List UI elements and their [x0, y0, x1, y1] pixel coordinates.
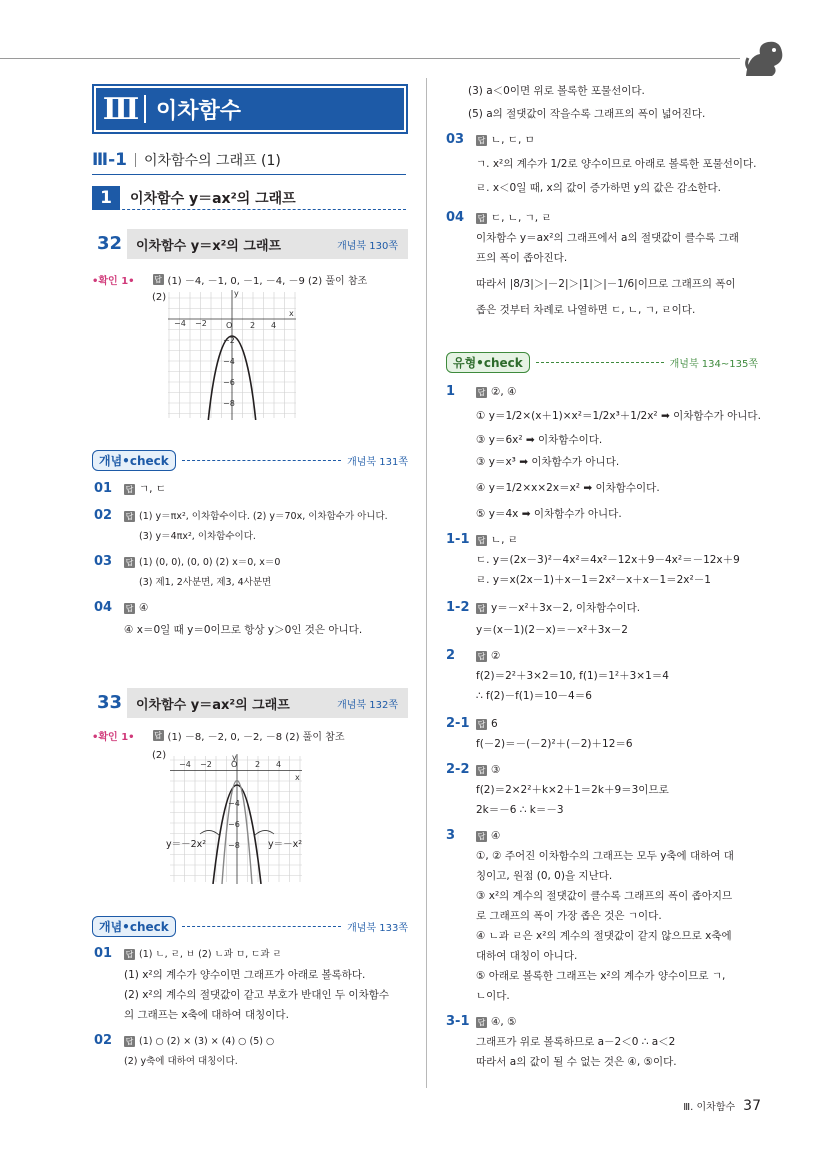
graph-label: (2) — [152, 750, 167, 761]
svg-text:O: O — [226, 321, 233, 330]
question-04: 04 답 ㄷ, ㄴ, ㄱ, ㄹ 이차함수 y＝ax²의 그래프에서 a의 절댓값이 클수록 그래 프의 폭이 좁아진다. 따라서 |8/3|＞|－2|＞|1|＞|－1/6|이므로 그래프의 폭이 좁은 것부터 차례로 나열하면 ㄷ, ㄴ, ㄱ, ㄹ이다. — [446, 210, 739, 316]
svg-text:−4: −4 — [179, 760, 191, 769]
svg-text:O: O — [231, 760, 238, 769]
chapter-title: 이차함수 — [156, 98, 242, 124]
svg-text:−8: −8 — [223, 399, 235, 408]
footer-chapter: Ⅲ. 이차함수 — [683, 1102, 736, 1113]
svg-text:−8: −8 — [228, 841, 240, 850]
type-item-1: 1 답 ②, ④ ① y＝1/2×(x＋1)×x²＝1/2x³＋1/2x² ➡ 이차함수가 아니다. ③ y＝6x² ➡ 이차함수이다. ③ y＝x³ ➡ 이차함수가 아니다. ④ y＝1/2×x×2x＝x² ➡ 이차함수이다. ⑤ y＝4x ➡ 이차함수가 아니다. — [446, 384, 761, 520]
type-item-2-1: 2-1 답 6 f(－2)＝－(－2)²＋(－2)＋12＝6 — [446, 716, 633, 750]
section-rule — [92, 174, 406, 175]
svg-text:−2: −2 — [195, 319, 207, 328]
concept2-item-02: 02 답 (1) ○ (2) × (3) × (4) ○ (5) ○ (2) y축에 대하여 대칭이다. — [94, 1033, 275, 1067]
concept1-item-04: 04 답 ④ ④ x＝0일 때 y＝0이므로 항상 y＞0인 것은 아니다. — [94, 600, 363, 636]
type-item-2-2: 2-2 답 ③ f(2)＝2×2²＋k×2＋1＝2k＋9＝3이므로 2k＝－6 ∴ k＝－3 — [446, 762, 669, 816]
concept-check-ref: 개념북 131쪽 — [347, 457, 408, 468]
answer-badge: 답 — [154, 731, 162, 740]
confirm-label: •확인 1• — [92, 276, 135, 287]
svg-text:−6: −6 — [223, 378, 235, 387]
unit-ref: 개념북 130쪽 — [337, 240, 398, 252]
concept2-item-01: 01 답 (1) ㄴ, ㄹ, ㅂ (2) ㄴ과 ㅁ, ㄷ과 ㄹ (1) x²의 계수가 양수이면 그래프가 아래로 볼록하다. (2) x²의 계수의 절댓값이 같고 부호가 반대인 두 이차함수 의 그래프는 x축에 대하여 대칭이다. — [94, 946, 389, 1021]
parabola-graph-1 — [168, 290, 300, 420]
unit-33-header — [92, 688, 408, 718]
curve-label-left: y＝－2x² — [166, 839, 207, 850]
subsection-title: 이차함수 y＝ax²의 그래프 — [130, 191, 296, 207]
right-top-notes: (3) a＜0이면 위로 볼록한 포물선이다. (5) a의 절댓값이 작을수록 그래프의 폭이 넓어진다. — [468, 85, 706, 120]
column-divider — [426, 78, 427, 1088]
svg-text:−4: −4 — [223, 357, 235, 366]
unit-title: 이차함수 y＝x²의 그래프 — [136, 238, 282, 254]
confirm-label: •확인 1• — [92, 732, 135, 743]
type-item-2: 2 답 ② f(2)＝2²＋3×2＝10, f(1)＝1²＋3×1＝4 ∴ f(2)－f(1)＝10－4＝6 — [446, 648, 669, 702]
svg-text:x: x — [295, 773, 300, 782]
unit-title: 이차함수 y＝ax²의 그래프 — [136, 697, 290, 713]
svg-text:y: y — [234, 290, 239, 298]
unit-number: 33 — [92, 688, 128, 718]
section-number: Ⅲ-1 — [92, 150, 127, 170]
concept1-item-01: 01 답 ㄱ, ㄷ — [94, 481, 166, 496]
type-item-1-2: 1-2 답 y＝－x²＋3x－2, 이차함수이다. y＝(x－1)(2－x)＝－x²＋3x－2 — [446, 600, 641, 636]
mascot-icon — [738, 36, 788, 80]
confirm-answer: (1) －8, －2, 0, －2, －8 (2) 풀이 참조 — [167, 732, 345, 743]
question-03: 03 답 ㄴ, ㄷ, ㅁ ㄱ. x²의 계수가 1/2로 양수이므로 아래로 볼록한 포물선이다. ㄹ. x＜0일 때, x의 값이 증가하면 y의 값은 감소한다. — [446, 132, 757, 194]
page-footer — [683, 1098, 761, 1114]
parabola-graph-2 — [170, 754, 310, 884]
svg-text:4: 4 — [276, 760, 282, 769]
confirm-answer: (1) －4, －1, 0, －1, －4, －9 (2) 풀이 참조 — [167, 276, 368, 287]
subsection-header — [92, 186, 406, 210]
concept-check-tag: 개념•check — [92, 450, 176, 471]
unit-ref: 개념북 132쪽 — [337, 699, 398, 711]
type-item-3: 3 답 ④ ①, ② 주어진 이차함수의 그래프는 모두 y축에 대하여 대 칭이고, 원점 (0, 0)을 지난다. ③ x²의 계수의 절댓값이 클수록 그래프의 폭이 좁아지므 로 그래프의 폭이 가장 좁은 것은 ㄱ이다. ④ ㄴ과 ㄹ은 x²의 계수의 절댓값이 같지 않으므로 x축에 대하여 대칭이 아니다. ⑤ 아래로 볼록한 그래프는 x²의 계수가 양수이므로 ㄱ, ㄴ이다. — [446, 828, 734, 1002]
type-check-tag: 유형•check — [446, 352, 530, 373]
type-check-ref: 개념북 134~135쪽 — [669, 359, 758, 370]
type-item-1-1: 1-1 답 ㄴ, ㄹ ㄷ. y＝(2x－3)²－4x²＝4x²－12x＋9－4x²＝－12x＋9 ㄹ. y＝x(2x－1)＋x－1＝2x²－x＋x－1＝2x²－1 — [446, 532, 740, 586]
svg-text:−6: −6 — [228, 820, 240, 829]
graph-label: (2) — [152, 292, 167, 303]
section-header — [92, 150, 281, 170]
confirm-row-2 — [92, 728, 344, 743]
svg-text:2: 2 — [255, 760, 261, 769]
section-title: 이차함수의 그래프 (1) — [143, 153, 281, 169]
concept1-item-02: 02 답 (1) y＝πx², 이차함수이다. (2) y＝70x, 이차함수가 아니다. (3) y＝4πx², 이차함수이다. — [94, 508, 388, 542]
concept1-item-03: 03 답 (1) (0, 0), (0, 0) (2) x＝0, x＝0 (3) 제1, 2사분면, 제3, 4사분면 — [94, 554, 281, 588]
chapter-number: Ⅲ — [102, 91, 140, 127]
concept-check-2-header — [92, 916, 408, 937]
concept-check-tag: 개념•check — [92, 916, 176, 937]
subsection-rule — [92, 209, 406, 210]
svg-text:4: 4 — [271, 321, 277, 330]
confirm-row — [92, 272, 367, 287]
unit-32-header — [92, 229, 408, 259]
chapter-banner — [92, 84, 408, 134]
type-item-3-1: 3-1 답 ④, ⑤ 그래프가 위로 볼록하므로 a－2＜0 ∴ a＜2 따라서 a의 값이 될 수 없는 것은 ④, ⑤이다. — [446, 1014, 677, 1068]
top-rule — [0, 58, 740, 59]
concept-check-ref: 개념북 133쪽 — [347, 923, 408, 934]
answer-badge: 답 — [154, 275, 162, 284]
curve-label-right: y＝－x² — [268, 839, 303, 850]
svg-text:−4: −4 — [228, 799, 240, 808]
subsection-number: 1 — [92, 186, 120, 210]
svg-text:−4: −4 — [174, 319, 186, 328]
page-number: 37 — [743, 1098, 761, 1114]
type-check-header — [446, 352, 758, 373]
svg-text:2: 2 — [250, 321, 256, 330]
svg-text:−2: −2 — [200, 760, 212, 769]
concept-check-1-header — [92, 450, 408, 471]
svg-text:x: x — [289, 309, 294, 318]
svg-text:y: y — [232, 754, 237, 762]
unit-number: 32 — [92, 229, 128, 259]
svg-text:−2: −2 — [223, 336, 235, 345]
